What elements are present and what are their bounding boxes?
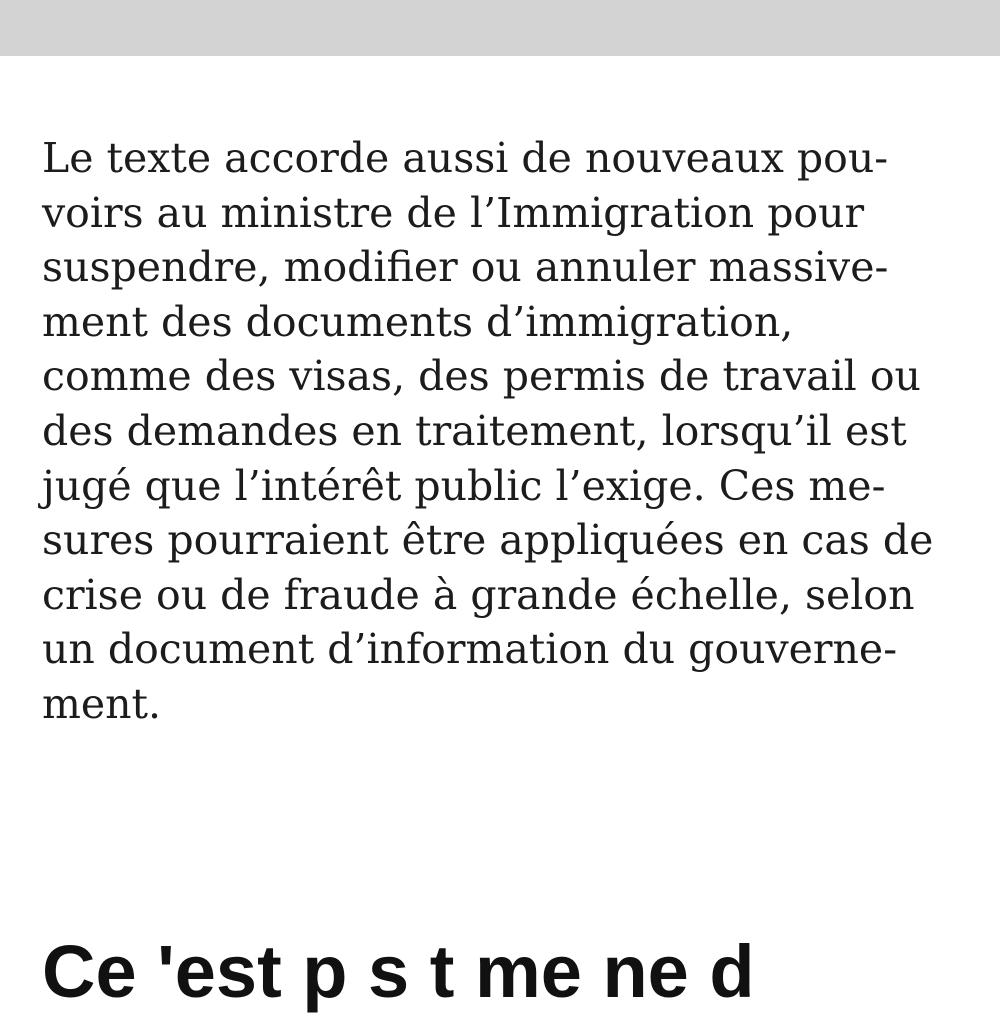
paragraph-line-text: Le texte accorde aussi de nouveaux pou- <box>42 134 889 182</box>
paragraph-line-text: ment des documents d’immigration, <box>42 297 794 346</box>
paragraph-line <box>42 404 982 459</box>
paragraph-line <box>42 186 982 241</box>
paragraph-line <box>42 240 982 295</box>
paragraph-line-text: crise ou de fraude à grande échelle, selon <box>42 570 915 619</box>
paragraph-line <box>42 513 982 568</box>
paragraph-line-text: jugé que l’intérêt public l’exige. Ces me- <box>42 461 886 510</box>
paragraph-line <box>42 622 982 677</box>
paragraph-line <box>42 677 982 732</box>
paragraph-line <box>42 349 982 404</box>
paragraph-line <box>42 131 982 186</box>
top-bar <box>0 0 1000 56</box>
paragraph-line-text: un document d’information du gouverne- <box>42 625 898 674</box>
paragraph-line <box>42 295 982 350</box>
paragraph-line <box>42 568 982 623</box>
paragraph-line-text: voirs au ministre de l’Immigration pour <box>42 188 865 237</box>
article-body <box>42 131 982 732</box>
paragraph-line-text: suspendre, modifier ou annuler massive- <box>42 243 889 292</box>
next-section-heading-text: Ce 'est p s t me ne d <box>42 930 755 1013</box>
paragraph-line <box>42 459 982 514</box>
next-section-heading-clipped <box>42 928 1000 1013</box>
paragraph-line-text: sures pourraient être appliquées en cas de <box>42 516 934 565</box>
paragraph-line-text: comme des visas, des permis de travail ou <box>42 352 921 401</box>
paragraph-line-text: ment. <box>42 679 162 728</box>
paragraph-line-text: des demandes en traitement, lorsqu’il est <box>42 406 907 455</box>
